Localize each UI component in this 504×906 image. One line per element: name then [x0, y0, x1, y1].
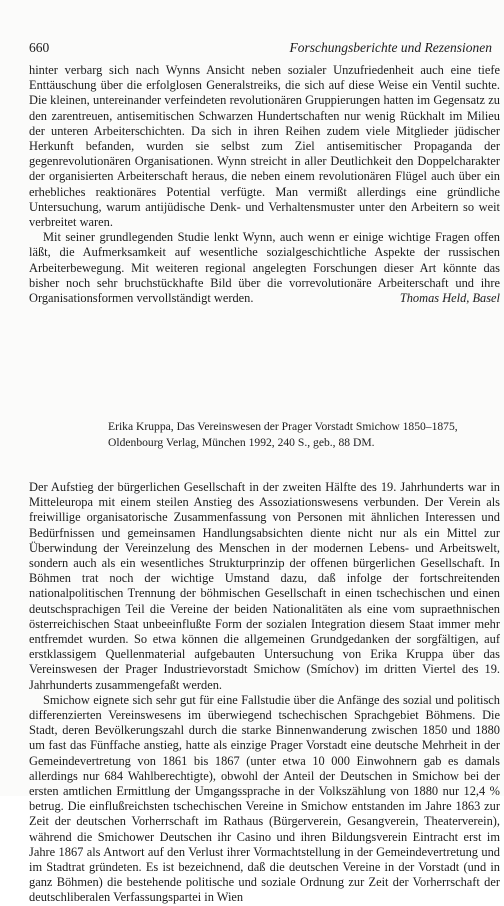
- reviewer-signature: Thomas Held, Basel: [399, 291, 500, 306]
- paragraph-with-signature: [29, 230, 500, 306]
- review-citation: [108, 419, 488, 451]
- paragraph: hinter verbarg sich nach Wynns Ansicht neben sozialer Unzufriedenheit auch eine tiefe Enttäuschung über die erfolglosen Generalstreiks, die sich auf diese Weise ein Ventil suchte. Die kleinen, untereinander verfeindeten revolutionären Gruppierungen hatten im Gegensatz zu den zarentreuen, antisemitischen Schwarzen Hundertschaften nur wenig Rückhalt im Milieu der unteren Arbeiterschichten. Da sich in ihren Reihen zudem viele Mitglieder jüdischer Herkunft befanden, wurden sie selbst zum Ziel antisemitischer Propaganda der gegenrevolutionären Organisationen. Wynn streicht in aller Deutlichkeit den Doppelcharakter der organisierten Arbeiterschaft heraus, die neben einem revolutionären Flügel auch über ein erhebliches reaktionäres Potential verfügte. Man vermißt allerdings eine gründliche Untersuchung, warum antijüdische Denk- und Verhaltensmuster unter den Arbeitern so weit verbreitet waren.: [29, 63, 500, 230]
- running-header: [29, 38, 492, 58]
- previous-review-ending: [29, 63, 500, 306]
- paragraph: Smichow eignete sich sehr gut für eine Fallstudie über die Anfänge des sozial und politisch differenzierten Vereinswesens im überwiegend tschechischen Sprachgebiet Böhmens. Die Stadt, deren Bevölkerungszahl durch die starke Binnenwanderung zwischen 1850 und 1880 um fast das Fünffache anstieg, hatte als einzige Prager Vorstadt eine deutsche Mehrheit in der Gemeindevertretung von 1861 bis 1867 (unter etwa 10 000 Einwohnern gab es damals allerdings nur 684 Wahlberechtigte), obwohl der Anteil der Deutschen in Smichow bei der ersten amtlichen Ermittlung der Umgangssprache in der Volkszählung von 1880 nur 12,4 % betrug. Die einflußreichsten tschechischen Vereine in Smichow entstanden im Jahre 1863 zur Zeit der deutschen Vorherrschaft im Rathaus (Bürgerverein, Gesangverein, Theaterverein), während die Smichower Deutschen ihr Casino und ihren Bildungsverein Eintracht erst im Jahre 1867 als Antwort auf den Verlust ihrer Vormachtstellung in der Gemeindevertretung und im Stadtrat gründeten. Es ist bezeichnend, daß die deutschen Vereine in der Vorstadt (und in ganz Böhmen) die bestehende politische und soziale Ordnung zur Zeit der Vorherrschaft der deutschliberalen Verfassungspartei in Wien: [29, 692, 500, 905]
- paragraph-text: Mit seiner grundlegenden Studie lenkt Wynn, auch wenn er einige wichtige Fragen offen läßt, die Aufmerksamkeit auf wesentliche sozialgeschichtliche Aspekte der russischen Arbeiterbewegung. Mit weiteren regional angelegten Forschungen dieser Art könnte das bisher noch sehr bruchstückhafte Bild über die vorrevolutionäre Arbeiterschaft und ihre Organisationsformen vervollständigt werden.: [29, 230, 500, 306]
- paragraph: Der Aufstieg der bürgerlichen Gesellschaft in der zweiten Hälfte des 19. Jahrhunderts war in Mitteleuropa mit einem steilen Anstieg des Assoziationswesens verbunden. Der Verein als freiwillige organisatorische Zusammenfassung von Personen mit ähnlichen Interessen und Bedürfnissen und gemeinsamen Handlungsabsichten diente nicht nur als ein Mittel zur Überwindung der Vereinzelung des Menschen in der modernen Lebens- und Arbeitswelt, sondern auch als ein wesentliches Strukturprinzip der offenen bürgerlichen Gesellschaft. In Böhmen trat noch der wichtige Umstand dazu, daß infolge der fortschreitenden nationalpolitischen Trennung der böhmischen Gesellschaft in einen tschechischen und einen deutschsprachigen Teil die Vereine der beiden Nationalitäten als eine vom supraethnischen österreichischen Staat unbeeinflußte Form der sozialen Integration diesem Staat immer mehr entfremdet wurden. So etwa können die allgemeinen Grundgedanken der sorgfältigen, auf erstklassigem Quellenmaterial aufgebauten Untersuchung von Erika Kruppa über das Vereinswesen der Prager Industrievorstadt Smichow (Smíchov) im dritten Viertel des 19. Jahrhunderts zusammengefaßt werden.: [29, 480, 500, 692]
- review-body: [29, 480, 500, 906]
- book-citation: Erika Kruppa, Das Vereinswesen der Prager Vorstadt Smichow 1850–1875, Oldenbourg Verlag, München 1992, 240 S., geb., 88 DM.: [108, 420, 458, 449]
- running-title: Forschungsberichte und Rezensionen: [289, 40, 492, 55]
- page-number: 660: [29, 40, 50, 55]
